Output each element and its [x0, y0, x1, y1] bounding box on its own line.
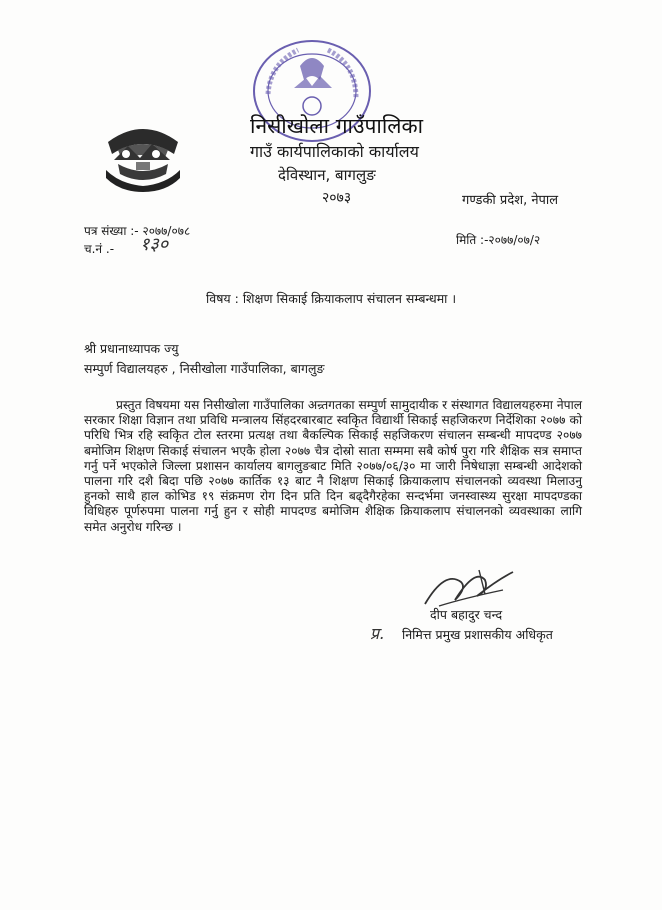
recipient-address: सम्पुर्ण विद्यालयहरु , निसीखोला गाउँपालिका, बागलुङ [84, 361, 325, 376]
nepal-emblem-icon [100, 120, 186, 192]
letter-number: पत्र संख्या :- २०७७/०७८ [84, 224, 191, 238]
dispatch-number-value: १३० [140, 234, 169, 255]
office-name: निसीखोला गाउँपालिका [250, 114, 424, 138]
signatory-title: निमित्त प्रमुख प्रशासकीय अधिकृत [402, 627, 553, 642]
signatory-name: दीप बहादुर चन्द [430, 607, 503, 622]
signatory-mark: प्र. [370, 624, 385, 643]
recipient-title: श्री प्रधानाध्यापक ज्यु [84, 341, 179, 356]
dispatch-number-label: च.नं .- [84, 242, 115, 256]
office-subtitle: गाउँ कार्यपालिकाको कार्यालय [250, 142, 419, 161]
letter-subject: विषय : शिक्षण सिकाई क्रियाकलाप संचालन सम्बन्धमा । [206, 291, 457, 306]
letter-date: मिति :-२०७७/०७/२ [456, 233, 541, 247]
province: गण्डकी प्रदेश, नेपाल [462, 193, 559, 208]
letter-body: प्रस्तुत विषयमा यस निसीखोला गाउँपालिका अन्र्तगतका सम्पुर्ण सामुदायीक र संस्थागत विद्यालयहरुमा नेपाल सरकार शिक्षा विज्ञान तथा प्रविधि मन्त्रालय सिंहदरबारबाट स्वकिृत विद्यार्थी सिकाई सहजिकरण निर्देशिका २०७७ को परिधि भित्र रहि स्वकिृत टोल स्तरमा प्रत्यक्ष तथा बैकल्पिक सिकाई सहजिकरण संचालन सम्बन्धी मापदण्ड २०७७ बमोजिम शिक्षण सिकाई संचालन भएकै होला २०७७ चैत्र दोस्रो साता सम्ममा सबै कोर्ष पुरा गरि शैक्षिक सत्र समाप्त गर्नु पर्ने भएकोले जिल्ला प्रशासन कार्यालय बागलुङबाट मिति २०७७/०६/३० मा जारी निषेधाज्ञा सम्बन्धी आदेशको पालना गरि दशै बिदा पछि २०७७ कार्तिक १३ बाट नै शिक्षण सिकाई क्रियाकलाप संचालनको व्यवस्था मिलाउनु हुनको साथै हाल कोभिड १९ संक्रमण रोग दिन प्रति दिन बढ्दैगैरहेका सन्दर्भमा जनस्वास्थ्य सुरक्षा मापदण्डका विधिहरु पूर्णरुपमा पालना गर्नु हुन र सोही मापदण्ड बमोजिम शैक्षिक क्रियाकलाप संचालनको व्यवस्थाका लागि समेत अनुरोध गरिन्छ । [84, 398, 582, 534]
office-address: देविस्थान, बागलुङ [278, 166, 376, 184]
established-year: २०७३ [322, 190, 352, 206]
